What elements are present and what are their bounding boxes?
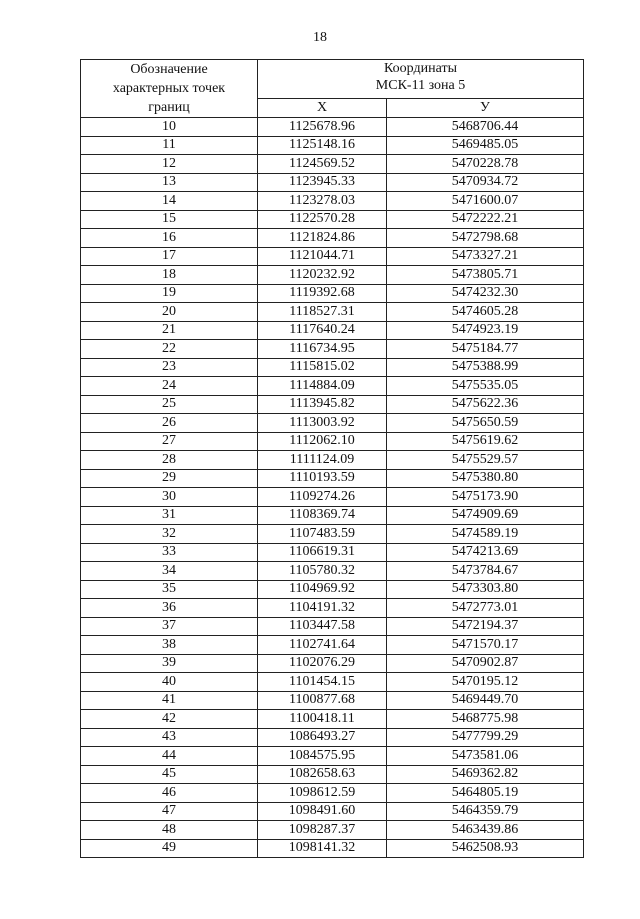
x-coordinate-cell: 1115815.02 — [258, 358, 387, 377]
point-id-cell: 35 — [81, 580, 258, 599]
table-row — [81, 710, 584, 729]
point-label-header-line2: характерных точек — [112, 81, 226, 96]
y-coordinate-cell: 5474232.30 — [387, 284, 584, 303]
table-row — [81, 155, 584, 174]
point-id-cell: 22 — [81, 340, 258, 359]
point-id-cell: 20 — [81, 303, 258, 322]
table-row — [81, 839, 584, 858]
point-label-header-line3: границ — [148, 100, 190, 115]
page-number: 18 — [313, 30, 327, 45]
x-coordinate-cell: 1125148.16 — [258, 136, 387, 155]
header-row — [81, 60, 584, 99]
x-coordinate-cell: 1105780.32 — [258, 562, 387, 581]
y-coordinate-cell: 5475650.59 — [387, 414, 584, 433]
x-coordinate-cell: 1103447.58 — [258, 617, 387, 636]
table-row — [81, 636, 584, 655]
point-id-cell: 27 — [81, 432, 258, 451]
table-row — [81, 488, 584, 507]
y-coordinate-cell: 5468775.98 — [387, 710, 584, 729]
y-coordinate-cell: 5474213.69 — [387, 543, 584, 562]
table-row — [81, 821, 584, 840]
x-coordinate-cell: 1098491.60 — [258, 802, 387, 821]
point-id-cell: 39 — [81, 654, 258, 673]
table-row — [81, 765, 584, 784]
x-coordinate-cell: 1100418.11 — [258, 710, 387, 729]
point-id-cell: 28 — [81, 451, 258, 470]
y-coordinate-cell: 5473303.80 — [387, 580, 584, 599]
y-coordinate-cell: 5475622.36 — [387, 395, 584, 414]
point-id-cell: 34 — [81, 562, 258, 581]
table-row — [81, 599, 584, 618]
table-row — [81, 321, 584, 340]
table-row — [81, 432, 584, 451]
x-coordinate-cell: 1112062.10 — [258, 432, 387, 451]
coordinate-system-label: МСК-11 зона 5 — [375, 78, 466, 93]
point-id-cell: 21 — [81, 321, 258, 340]
x-coordinate-cell: 1098612.59 — [258, 784, 387, 803]
point-id-cell: 12 — [81, 155, 258, 174]
y-coordinate-cell: 5474909.69 — [387, 506, 584, 525]
y-coordinate-cell: 5474589.19 — [387, 525, 584, 544]
point-id-cell: 48 — [81, 821, 258, 840]
x-coordinate-cell: 1109274.26 — [258, 488, 387, 507]
table-row — [81, 210, 584, 229]
y-coordinate-cell: 5475535.05 — [387, 377, 584, 396]
x-coordinate-cell: 1102076.29 — [258, 654, 387, 673]
x-coordinate-cell: 1121824.86 — [258, 229, 387, 248]
point-id-cell: 43 — [81, 728, 258, 747]
y-coordinate-cell: 5475173.90 — [387, 488, 584, 507]
x-coordinate-cell: 1117640.24 — [258, 321, 387, 340]
table-row — [81, 284, 584, 303]
y-coordinate-cell: 5474605.28 — [387, 303, 584, 322]
table-row — [81, 543, 584, 562]
y-coordinate-cell: 5474923.19 — [387, 321, 584, 340]
x-coordinate-cell: 1101454.15 — [258, 673, 387, 692]
table-row — [81, 673, 584, 692]
table-row — [81, 580, 584, 599]
y-coordinate-cell: 5473581.06 — [387, 747, 584, 766]
table-row — [81, 747, 584, 766]
table-row — [81, 654, 584, 673]
y-coordinate-cell: 5471570.17 — [387, 636, 584, 655]
table-row — [81, 506, 584, 525]
point-id-cell: 17 — [81, 247, 258, 266]
point-id-cell: 38 — [81, 636, 258, 655]
y-coordinate-cell: 5475184.77 — [387, 340, 584, 359]
point-id-cell: 16 — [81, 229, 258, 248]
point-id-cell: 23 — [81, 358, 258, 377]
y-coordinate-cell: 5469449.70 — [387, 691, 584, 710]
x-coordinate-cell: 1100877.68 — [258, 691, 387, 710]
table-row — [81, 525, 584, 544]
x-coordinate-cell: 1121044.71 — [258, 247, 387, 266]
table-row — [81, 728, 584, 747]
point-id-cell: 33 — [81, 543, 258, 562]
table-row — [81, 118, 584, 137]
x-coordinate-cell: 1108369.74 — [258, 506, 387, 525]
x-coordinate-cell: 1102741.64 — [258, 636, 387, 655]
table-row — [81, 784, 584, 803]
x-coordinate-cell: 1106619.31 — [258, 543, 387, 562]
table-row — [81, 802, 584, 821]
x-coordinate-cell: 1120232.92 — [258, 266, 387, 285]
table-row — [81, 562, 584, 581]
y-coordinate-cell: 5464805.19 — [387, 784, 584, 803]
point-id-cell: 32 — [81, 525, 258, 544]
x-coordinate-cell: 1123945.33 — [258, 173, 387, 192]
y-coordinate-cell: 5470228.78 — [387, 155, 584, 174]
y-coordinate-cell: 5472194.37 — [387, 617, 584, 636]
x-coordinate-cell: 1107483.59 — [258, 525, 387, 544]
table-row — [81, 136, 584, 155]
point-id-cell: 25 — [81, 395, 258, 414]
x-coordinate-cell: 1111124.09 — [258, 451, 387, 470]
y-coordinate-cell: 5475388.99 — [387, 358, 584, 377]
table-row — [81, 377, 584, 396]
table-body — [81, 118, 584, 858]
point-id-cell: 10 — [81, 118, 258, 137]
point-id-cell: 42 — [81, 710, 258, 729]
table-row — [81, 266, 584, 285]
point-id-cell: 19 — [81, 284, 258, 303]
point-id-cell: 24 — [81, 377, 258, 396]
x-coordinate-cell: 1113945.82 — [258, 395, 387, 414]
y-coordinate-cell: 5477799.29 — [387, 728, 584, 747]
y-coordinate-cell: 5470902.87 — [387, 654, 584, 673]
table-row — [81, 340, 584, 359]
y-coordinate-cell: 5473805.71 — [387, 266, 584, 285]
y-coordinate-cell: 5470195.12 — [387, 673, 584, 692]
x-coordinate-cell: 1122570.28 — [258, 210, 387, 229]
y-coordinate-cell: 5472798.68 — [387, 229, 584, 248]
x-coordinate-cell: 1113003.92 — [258, 414, 387, 433]
point-id-cell: 46 — [81, 784, 258, 803]
point-id-cell: 36 — [81, 599, 258, 618]
y-coordinate-cell: 5475619.62 — [387, 432, 584, 451]
y-coordinate-cell: 5469485.05 — [387, 136, 584, 155]
coordinates-header — [258, 60, 584, 99]
point-id-cell: 26 — [81, 414, 258, 433]
table-row — [81, 469, 584, 488]
point-id-cell: 41 — [81, 691, 258, 710]
point-id-cell: 15 — [81, 210, 258, 229]
point-id-cell: 40 — [81, 673, 258, 692]
point-id-cell: 13 — [81, 173, 258, 192]
table-row — [81, 451, 584, 470]
y-coordinate-cell: 5471600.07 — [387, 192, 584, 211]
x-column-header: X — [258, 98, 387, 117]
x-coordinate-cell: 1114884.09 — [258, 377, 387, 396]
table-row — [81, 358, 584, 377]
y-coordinate-cell: 5472773.01 — [387, 599, 584, 618]
coordinates-header-title: Координаты — [384, 61, 457, 76]
x-coordinate-cell: 1118527.31 — [258, 303, 387, 322]
x-coordinate-cell: 1104191.32 — [258, 599, 387, 618]
coordinates-table — [80, 59, 584, 858]
x-coordinate-cell: 1086493.27 — [258, 728, 387, 747]
table-row — [81, 229, 584, 248]
x-coordinate-cell: 1098141.32 — [258, 839, 387, 858]
y-coordinate-cell: 5468706.44 — [387, 118, 584, 137]
y-coordinate-cell: 5462508.93 — [387, 839, 584, 858]
x-coordinate-cell: 1116734.95 — [258, 340, 387, 359]
y-coordinate-cell: 5473784.67 — [387, 562, 584, 581]
point-id-cell: 49 — [81, 839, 258, 858]
point-id-cell: 44 — [81, 747, 258, 766]
y-coordinate-cell: 5470934.72 — [387, 173, 584, 192]
y-coordinate-cell: 5475380.80 — [387, 469, 584, 488]
point-id-cell: 37 — [81, 617, 258, 636]
table-header — [81, 60, 584, 118]
point-id-cell: 30 — [81, 488, 258, 507]
table-row — [81, 617, 584, 636]
table-row — [81, 395, 584, 414]
x-coordinate-cell: 1123278.03 — [258, 192, 387, 211]
table-row — [81, 247, 584, 266]
point-id-cell: 11 — [81, 136, 258, 155]
table-row — [81, 414, 584, 433]
x-coordinate-cell: 1124569.52 — [258, 155, 387, 174]
x-coordinate-cell: 1084575.95 — [258, 747, 387, 766]
point-label-header — [81, 60, 258, 118]
table-row — [81, 173, 584, 192]
x-coordinate-cell: 1104969.92 — [258, 580, 387, 599]
y-coordinate-cell: 5475529.57 — [387, 451, 584, 470]
y-coordinate-cell: 5463439.86 — [387, 821, 584, 840]
point-id-cell: 31 — [81, 506, 258, 525]
table-row — [81, 192, 584, 211]
x-coordinate-cell: 1119392.68 — [258, 284, 387, 303]
point-id-cell: 14 — [81, 192, 258, 211]
y-coordinate-cell: 5464359.79 — [387, 802, 584, 821]
x-coordinate-cell: 1125678.96 — [258, 118, 387, 137]
point-label-header-line1: Обозначение — [130, 62, 208, 77]
point-id-cell: 47 — [81, 802, 258, 821]
table-row — [81, 303, 584, 322]
point-id-cell: 29 — [81, 469, 258, 488]
point-id-cell: 45 — [81, 765, 258, 784]
point-id-cell: 18 — [81, 266, 258, 285]
table-row — [81, 691, 584, 710]
x-coordinate-cell: 1082658.63 — [258, 765, 387, 784]
y-coordinate-cell: 5472222.21 — [387, 210, 584, 229]
y-coordinate-cell: 5469362.82 — [387, 765, 584, 784]
y-column-header: У — [387, 98, 584, 117]
x-coordinate-cell: 1098287.37 — [258, 821, 387, 840]
x-coordinate-cell: 1110193.59 — [258, 469, 387, 488]
y-coordinate-cell: 5473327.21 — [387, 247, 584, 266]
